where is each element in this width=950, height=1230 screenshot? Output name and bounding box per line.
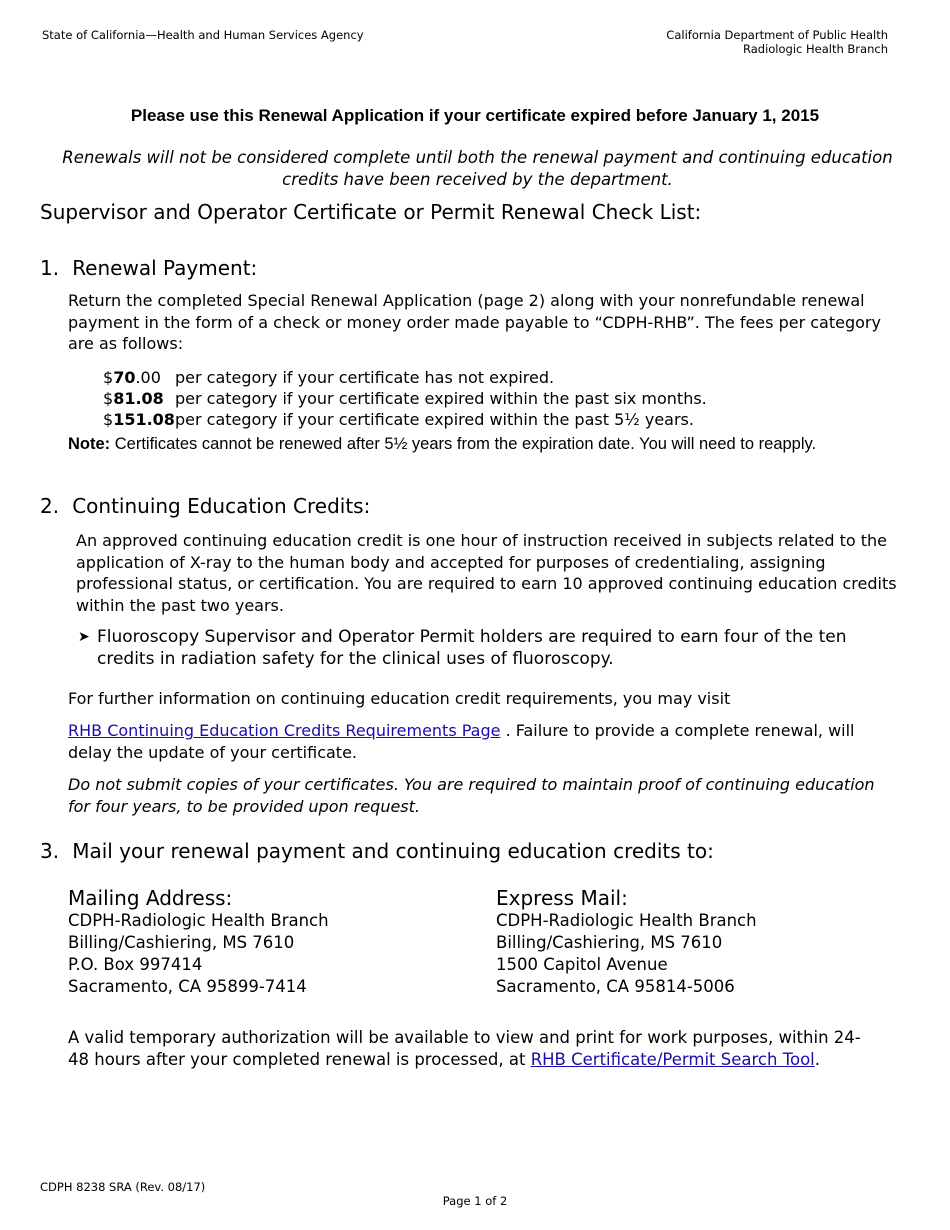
fee-row: $81.08 per category if your certificate expired within the past six months. (103, 389, 707, 408)
section2-body: An approved continuing education credit is one hour of instruction received in subjects related to the application of X-ray to the human body and accepted for purposes of credentialing, assigning professional status, or certification. You are required to earn 10 approved continuing education credits within the past two years. (76, 531, 897, 615)
express-line: CDPH-Radiologic Health Branch (496, 911, 757, 930)
reapply-note (68, 434, 843, 456)
renewal-completeness-note: Renewals will not be considered complete until both the renewal payment and continuing education credits have been received by the department. (62, 148, 893, 189)
mailing-line: Billing/Cashiering, MS 7610 (68, 933, 295, 952)
section1-heading (40, 256, 257, 280)
section1-body: Return the completed Special Renewal Application (page 2) along with your nonrefundable renewal payment in the form of a check or money order made payable to “CDPH-RHB”. The fees per category are as follows: (68, 291, 881, 353)
further-info-text: For further information on continuing education credit requirements, you may visit (68, 689, 731, 708)
form-id: CDPH 8238 SRA (Rev. 08/17) (40, 1180, 206, 1194)
branch-name: Radiologic Health Branch (742, 42, 888, 56)
ce-requirements-link[interactable]: RHB Continuing Education Credits Requirements Page (68, 721, 501, 740)
section3-number: 3. (40, 839, 60, 863)
mailing-line: P.O. Box 997414 (68, 955, 203, 974)
express-mail-block (496, 886, 757, 998)
ce-failure-text: . Failure to provide a complete renewal, will delay the update of your certificate. (68, 721, 855, 762)
fee-list (103, 367, 707, 430)
express-mail-heading: Express Mail: (496, 886, 628, 910)
temporary-authorization-text: A valid temporary authorization will be available to view and print for work purposes, within 24-48 hours after your completed renewal is processed, at RHB Certificate/Permit Search Tool. (68, 1028, 861, 1069)
mailing-address-heading: Mailing Address: (68, 886, 233, 910)
department-header (666, 28, 888, 56)
agency-header: State of California—Health and Human Services Agency (42, 28, 364, 42)
fluoroscopy-bullet: Fluoroscopy Supervisor and Operator Permit holders are required to earn four of the ten credits in radiation safety for the clinical uses of fluoroscopy. (97, 627, 847, 669)
fee-description: per category if your certificate expired within the past 5½ years. (175, 410, 694, 429)
fee-description: per category if your certificate has not expired. (175, 368, 555, 387)
certificate-search-link[interactable]: RHB Certificate/Permit Search Tool (530, 1049, 815, 1069)
fluoroscopy-bullet-icon: ➤ (78, 629, 90, 645)
section1-title: Renewal Payment: (72, 256, 258, 280)
express-line: Billing/Cashiering, MS 7610 (496, 933, 723, 952)
certificate-copies-note: Do not submit copies of your certificates. You are required to maintain proof of continuing education for four years, to be provided upon request. (68, 775, 875, 816)
express-line: 1500 Capitol Avenue (496, 955, 668, 974)
section2-heading (40, 494, 370, 518)
fee-description: per category if your certificate expired within the past six months. (175, 389, 707, 408)
section1-number: 1. (40, 256, 60, 280)
note-label: Note: (68, 435, 111, 453)
mailing-line: Sacramento, CA 95899-7414 (68, 977, 307, 996)
section3-title: Mail your renewal payment and continuing education credits to: (72, 839, 714, 863)
page-number: Page 1 of 2 (442, 1194, 508, 1208)
ce-requirements-paragraph (68, 720, 898, 763)
mailing-line: CDPH-Radiologic Health Branch (68, 911, 329, 930)
note-text: Certificates cannot be renewed after 5½ years from the expiration date. You will need to reapply. (114, 435, 817, 453)
express-line: Sacramento, CA 95814-5006 (496, 977, 735, 996)
mailing-address-block (68, 886, 329, 998)
fee-row: $151.08per category if your certificate expired within the past 5½ years. (103, 410, 694, 429)
checklist-title: Supervisor and Operator Certificate or Permit Renewal Check List: (40, 200, 702, 224)
section2-title: Continuing Education Credits: (72, 494, 371, 518)
expiry-notice: Please use this Renewal Application if your certificate expired before January 1, 2015 (130, 106, 820, 125)
section3-heading (40, 839, 714, 863)
section2-number: 2. (40, 494, 60, 518)
department-name: California Department of Public Health (666, 28, 888, 42)
fee-row: $70.00 per category if your certificate has not expired. (103, 368, 555, 387)
